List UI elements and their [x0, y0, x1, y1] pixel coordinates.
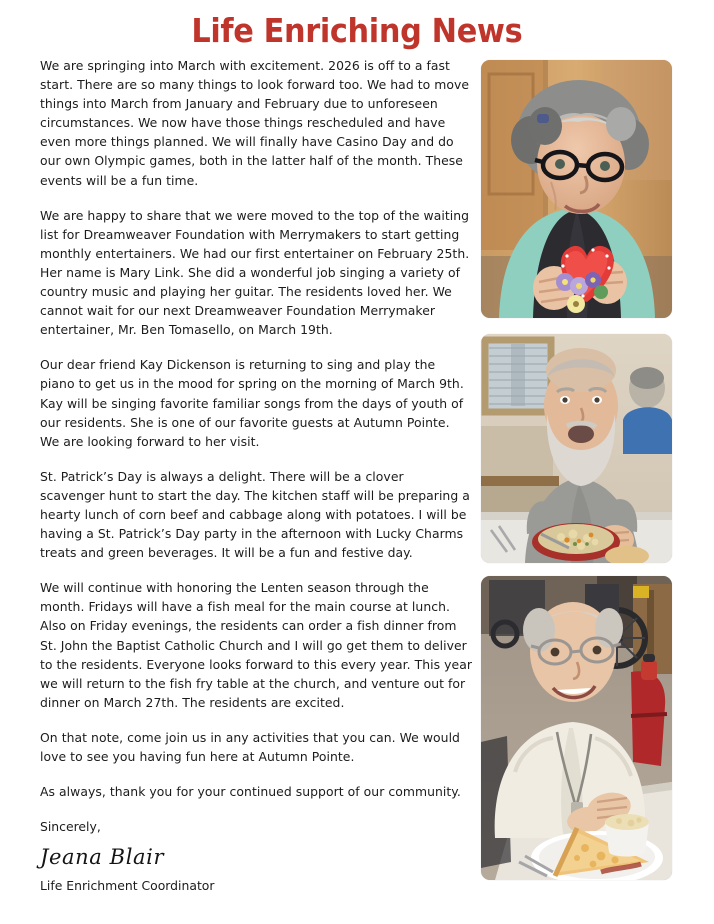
- page-title: Life Enriching News: [191, 11, 523, 50]
- paragraph: Our dear friend Kay Dickenson is returning to sing and play the piano to get us in the mood for spring on the morning of March 9th. Kay will be singing favorite familiar songs from the days of youth of our residents. She is one of our favorite guests at Autumn Pointe. We are looking forward to her visit.: [40, 357, 464, 449]
- letter-body: [40, 56, 472, 895]
- paragraph: We are springing into March with excitement. 2026 is off to a fast start. There are so many things to look forward too. We had to move things into March from January and February due to unforeseen circumstances. We now have those things rescheduled and have even more things planned. We will finally have Casino Day and do our own Olympic games, both in the latter half of the month. These events will be a fun time.: [40, 58, 470, 188]
- sign-off: Sincerely,: [40, 819, 101, 835]
- resident-with-soup-bowl-photo: [481, 334, 672, 563]
- masthead: [0, 11, 714, 50]
- photo-column: [481, 60, 672, 880]
- paragraph: St. Patrick’s Day is always a delight. There will be a clover scavenger hunt to start the day. The kitchen staff will be preparing a hearty lunch of corn beef and cabbage along with potatoes. I will be having a St. Patrick’s Day party in the afternoon with Lucky Charms treats and green beverages. It will be a fun and festive day.: [40, 468, 470, 561]
- paragraph: We are happy to share that we were moved to the top of the waiting list for Dreamweaver Foundation with Merrymakers to start getting monthly entertainers. We had our first entertainer on February 25th. Her name is Mary Link. She did a wonderful job singing a variety of country music and playing her guitar. The residents loved her. We cannot wait for our next Dreamweaver Foundation Merrymaker entertainer, Mr. Ben Tomasello, on March 19th.: [40, 207, 470, 338]
- paragraph: On that note, come join us in any activities that you can. We would love to see you having fun here at Autumn Pointe.: [40, 729, 460, 764]
- paragraph: We will continue with honoring the Lenten season through the month. Fridays will have a fish meal for the main course at lunch. Also on Friday evenings, the residents can order a fish dinner from St. John the Baptist Catholic Church and I will go get them to deliver to the residents. Everyone looks forward to this every year. This year we will return to the fish fry table at the church, and venture out for dinner on March 27th. The residents are excited.: [40, 580, 473, 710]
- closing-block: [40, 817, 472, 895]
- paragraph: As always, thank you for your continued support of our community.: [40, 784, 461, 800]
- resident-with-pizza-photo: [481, 576, 672, 880]
- signature: Jeana Blair: [40, 845, 165, 870]
- resident-with-heart-craft-photo: [481, 60, 672, 318]
- signature-title: Life Enrichment Coordinator: [40, 878, 215, 894]
